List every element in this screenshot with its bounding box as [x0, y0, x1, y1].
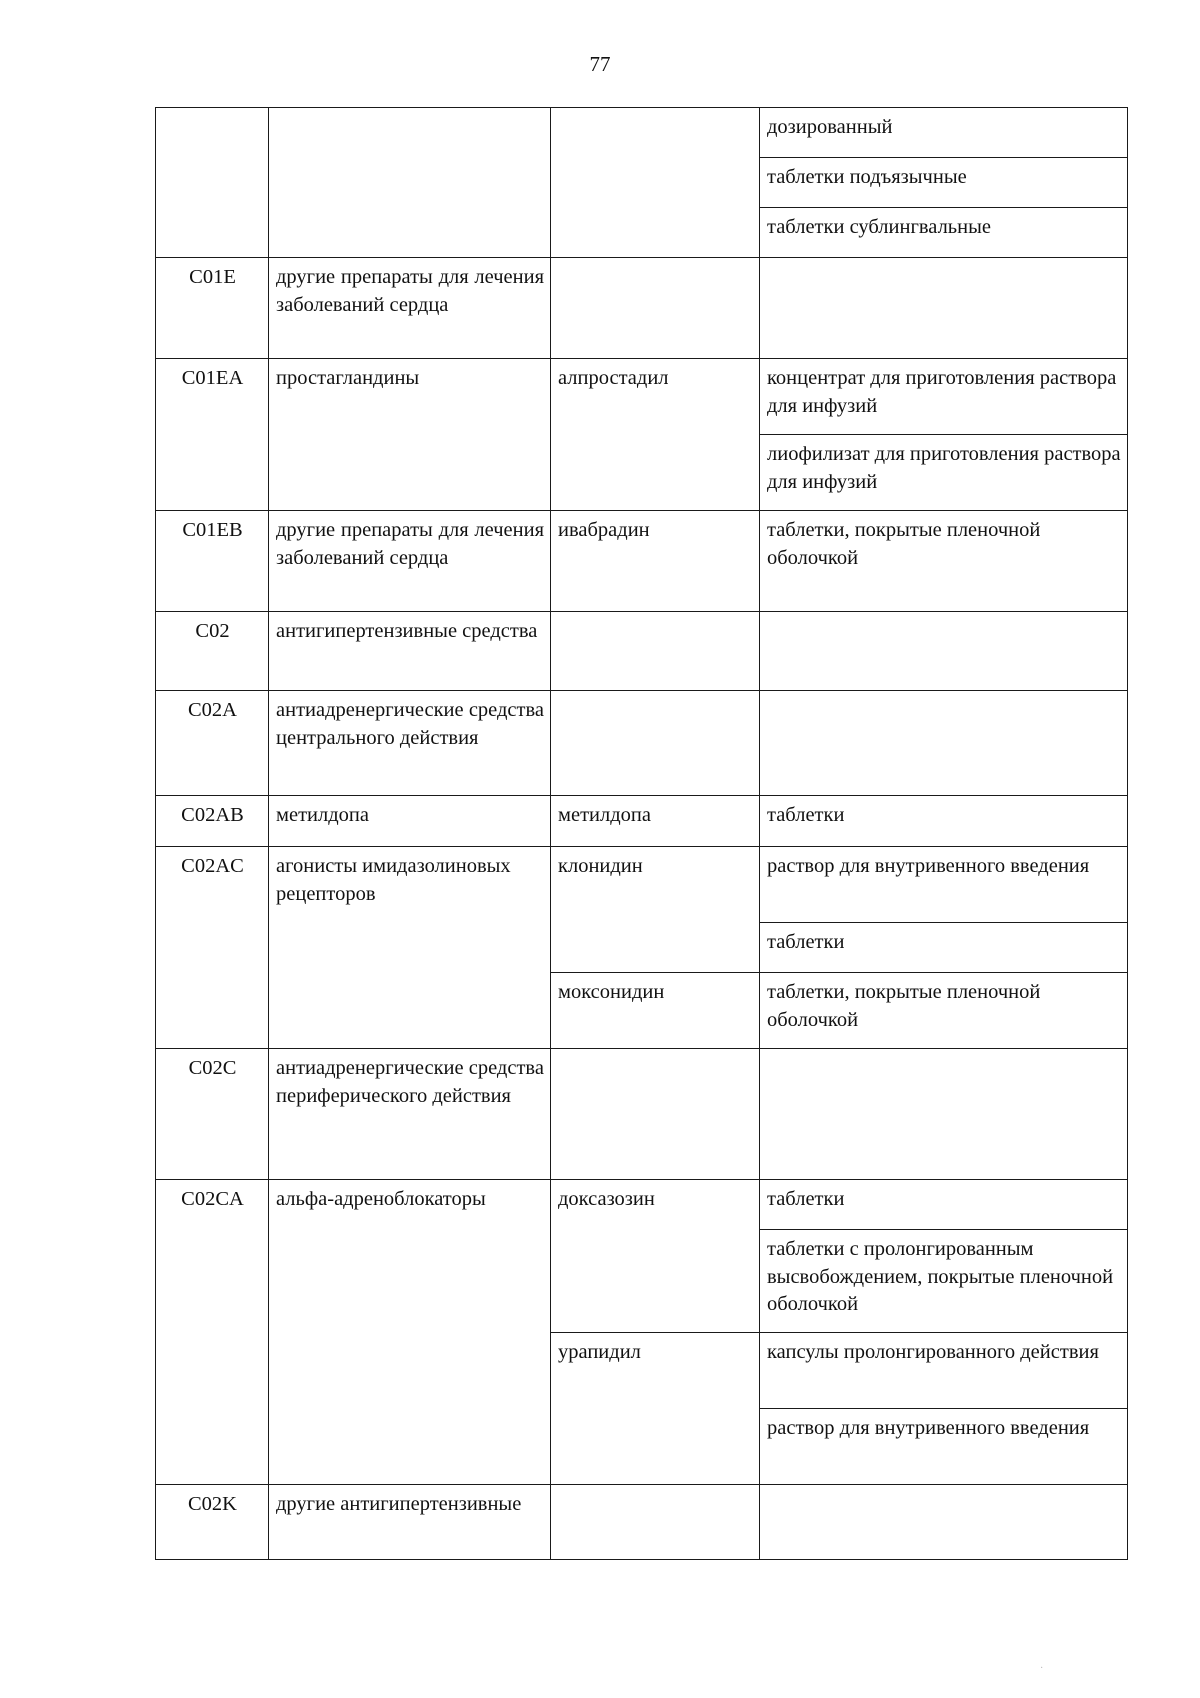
drug-cell: [551, 1485, 760, 1560]
drug-cell: [551, 612, 760, 691]
group-cell: альфа-адреноблокаторы: [269, 1180, 551, 1485]
group-cell: агонисты имидазолиновых рецепторов: [269, 847, 551, 1049]
code-cell: C01EA: [156, 359, 269, 511]
table-row: [156, 1485, 1128, 1560]
group-cell: антигипертензивные средства: [269, 612, 551, 691]
table-row: [156, 796, 1128, 847]
drug-cell: клонидин: [551, 847, 760, 973]
dosage-form-cell: раствор для внутривенного введения: [760, 1409, 1128, 1485]
dosage-form-cell: таблетки, покрытые пленочной оболочкой: [760, 511, 1128, 612]
dosage-form-cell: [760, 1049, 1128, 1180]
drug-cell: моксонидин: [551, 973, 760, 1049]
group-cell: другие препараты для лечения заболеваний сердца: [269, 511, 551, 612]
dosage-form-cell: дозированный: [760, 108, 1128, 158]
dosage-form-cell: таблетки: [760, 1180, 1128, 1230]
table-row: [156, 108, 1128, 158]
code-cell: C02AC: [156, 847, 269, 1049]
dosage-form-cell: раствор для внутривенного введения: [760, 847, 1128, 923]
dosage-form-cell: таблетки с пролонгированным высвобождением, покрытые пленочной оболочкой: [760, 1230, 1128, 1333]
group-cell: [269, 108, 551, 258]
code-cell: C02A: [156, 691, 269, 796]
code-cell: C02: [156, 612, 269, 691]
code-cell: C02CA: [156, 1180, 269, 1485]
table-row: [156, 612, 1128, 691]
scan-speck: ·: [1040, 1663, 1044, 1674]
dosage-form-cell: таблетки: [760, 796, 1128, 847]
dosage-form-cell: [760, 691, 1128, 796]
code-cell: C01EB: [156, 511, 269, 612]
code-cell: C02K: [156, 1485, 269, 1560]
drug-cell: ивабрадин: [551, 511, 760, 612]
group-cell: другие антигипертензивные: [269, 1485, 551, 1560]
dosage-form-cell: таблетки сублингвальные: [760, 208, 1128, 258]
dosage-form-cell: таблетки: [760, 923, 1128, 973]
group-cell: антиадренергические средства центрального действия: [269, 691, 551, 796]
code-cell: C02AB: [156, 796, 269, 847]
dosage-form-cell: капсулы пролонгированного действия: [760, 1333, 1128, 1409]
table-row: [156, 258, 1128, 359]
drug-cell: доксазозин: [551, 1180, 760, 1333]
drug-cell: [551, 258, 760, 359]
table-row: [156, 1049, 1128, 1180]
code-cell: [156, 108, 269, 258]
table-row: [156, 511, 1128, 612]
drug-cell: алпростадил: [551, 359, 760, 511]
drug-cell: урапидил: [551, 1333, 760, 1485]
table-row: [156, 847, 1128, 923]
group-cell: антиадренергические средства периферического действия: [269, 1049, 551, 1180]
group-cell: другие препараты для лечения заболеваний сердца: [269, 258, 551, 359]
table-row: [156, 691, 1128, 796]
drug-cell: метилдопа: [551, 796, 760, 847]
dosage-form-cell: [760, 612, 1128, 691]
dosage-form-cell: [760, 1485, 1128, 1560]
code-cell: C02C: [156, 1049, 269, 1180]
group-cell: метилдопа: [269, 796, 551, 847]
dosage-form-cell: [760, 258, 1128, 359]
table-row: [156, 359, 1128, 435]
code-cell: C01E: [156, 258, 269, 359]
drug-cell: [551, 691, 760, 796]
dosage-form-cell: таблетки, покрытые пленочной оболочкой: [760, 973, 1128, 1049]
dosage-form-cell: лиофилизат для приготовления раствора для инфузий: [760, 435, 1128, 511]
dosage-form-cell: таблетки подъязычные: [760, 158, 1128, 208]
page-number: 77: [589, 52, 611, 76]
drug-cell: [551, 108, 760, 258]
dosage-form-cell: концентрат для приготовления раствора для инфузий: [760, 359, 1128, 435]
atc-drug-table: [155, 107, 1128, 1560]
table-row: [156, 1180, 1128, 1230]
drug-cell: [551, 1049, 760, 1180]
group-cell: простагландины: [269, 359, 551, 511]
